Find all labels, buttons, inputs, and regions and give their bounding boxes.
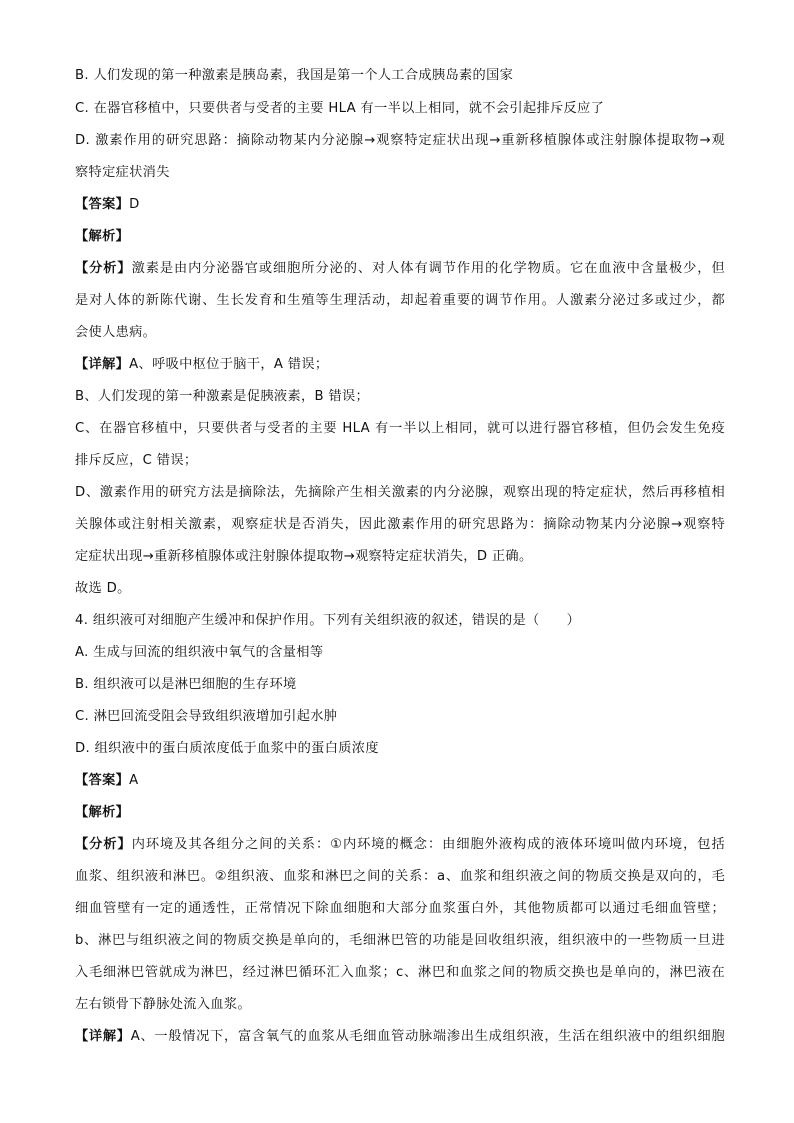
q3-fenxi-line3: 会使人患病。 — [75, 325, 157, 340]
q4-answer — [75, 772, 725, 790]
q3-xiangjie-a — [75, 356, 725, 374]
xiangjie-tag: 【详解】 — [75, 1029, 131, 1044]
q4-option-d: D. 组织液中的蛋白质浓度低于血浆中的蛋白质浓度 — [75, 741, 379, 756]
xiangjie-text: A、一般情况下，富含氧气的血浆从毛细血管动脉端渗出生成组织液，生活在组织液中的组织细胞 — [130, 1029, 725, 1044]
q3-option-b: B. 人们发现的第一种激素是胰岛素，我国是第一个人工合成胰岛素的国家 — [75, 68, 514, 83]
q4-fenxi-line4: b、淋巴与组织液之间的物质交换是单向的，毛细淋巴管的功能是回收组织液，组织液中的一些物质一旦进 — [75, 933, 725, 948]
q3-xiangjie-d-line1: D、激素作用的研究方法是摘除法，先摘除产生相关激素的内分泌腺，观察出现的特定症状，然后再移植相 — [75, 485, 725, 500]
q4-option-c: C. 淋巴回流受阻会导致组织液增加引起水肿 — [75, 709, 338, 724]
fenxi-tag: 【分析】 — [75, 837, 132, 852]
q3-xiangjie-d-line3: 定症状出现→重新移植腺体或注射腺体提取物→观察特定症状消失，D 正确。 — [75, 549, 533, 564]
q4-stem: 4. 组织液可对细胞产生缓冲和保护作用。下列有关组织液的叙述，错误的是（ ） — [75, 613, 581, 628]
fenxi-text: 激素是由内分泌器官或细胞所分泌的、对人体有调节作用的化学物质。它在血液中含量极少，但 — [131, 261, 725, 276]
q3-xiangjie-c-line1: C、在器官移植中，只要供者与受者的主要 HLA 有一半以上相同，就可以进行器官移植，但仍会发生免疫 — [75, 421, 725, 436]
q4-fenxi-line6: 左右锁骨下静脉处流入血浆。 — [75, 997, 251, 1012]
q4-fenxi-line3: 细血管壁有一定的通透性，正常情况下除血细胞和大部分血浆蛋白外，其他物质都可以通过毛细血管壁； — [75, 901, 725, 916]
q4-analysis-heading: 【解析】 — [75, 805, 130, 820]
q4-fenxi-line5: 入毛细淋巴管就成为淋巴，经过淋巴循环汇入血浆；c、淋巴和血浆之间的物质交换也是单向的，淋巴液在 — [75, 965, 725, 980]
q3-conclusion: 故选 D。 — [75, 581, 131, 596]
answer-tag: 【答案】 — [75, 197, 130, 212]
q4-option-a: A. 生成与回流的组织液中氧气的含量相等 — [75, 645, 324, 660]
q3-fenxi-line1 — [75, 260, 725, 278]
q3-analysis-heading: 【解析】 — [75, 229, 130, 244]
q3-answer — [75, 196, 725, 214]
q3-xiangjie-d-line2: 关腺体或注射相关激素，观察症状是否消失，因此激素作用的研究思路为：摘除动物某内分泌腺→观察特 — [75, 517, 725, 532]
answer-value: D — [129, 197, 140, 212]
q3-xiangjie-b: B、人们发现的第一种激素是促胰液素，B 错误； — [75, 389, 370, 404]
fenxi-tag: 【分析】 — [75, 261, 132, 276]
fenxi-text: 内环境及其各组分之间的关系：①内环境的概念：由细胞外液构成的液体环境叫做内环境，包括 — [131, 837, 725, 852]
q3-option-d-line1: D. 激素作用的研究思路：摘除动物某内分泌腺→观察特定症状出现→重新移植腺体或注射腺体提取物→观 — [75, 133, 725, 148]
q3-option-c: C. 在器官移植中，只要供者与受者的主要 HLA 有一半以上相同，就不会引起排斥反应了 — [75, 101, 605, 116]
q3-option-d-line2: 察特定症状消失 — [75, 165, 170, 180]
q3-fenxi-line2: 是对人体的新陈代谢、生长发育和生殖等生理活动，却起着重要的调节作用。人激素分泌过多或过少，都 — [75, 293, 725, 308]
answer-value: A — [129, 773, 139, 788]
q4-fenxi-line1 — [75, 836, 725, 854]
answer-tag: 【答案】 — [75, 773, 130, 788]
q4-xiangjie-a — [75, 1028, 725, 1046]
xiangjie-text: A、呼吸中枢位于脑干，A 错误； — [129, 357, 329, 372]
q4-fenxi-line2: 血浆、组织液和淋巴。②组织液、血浆和淋巴之间的关系：a、血浆和组织液之间的物质交换是双向的，毛 — [75, 869, 725, 884]
xiangjie-tag: 【详解】 — [75, 357, 130, 372]
q4-option-b: B. 组织液可以是淋巴细胞的生存环境 — [75, 677, 297, 692]
q3-xiangjie-c-line2: 排斥反应，C 错误； — [75, 453, 198, 468]
